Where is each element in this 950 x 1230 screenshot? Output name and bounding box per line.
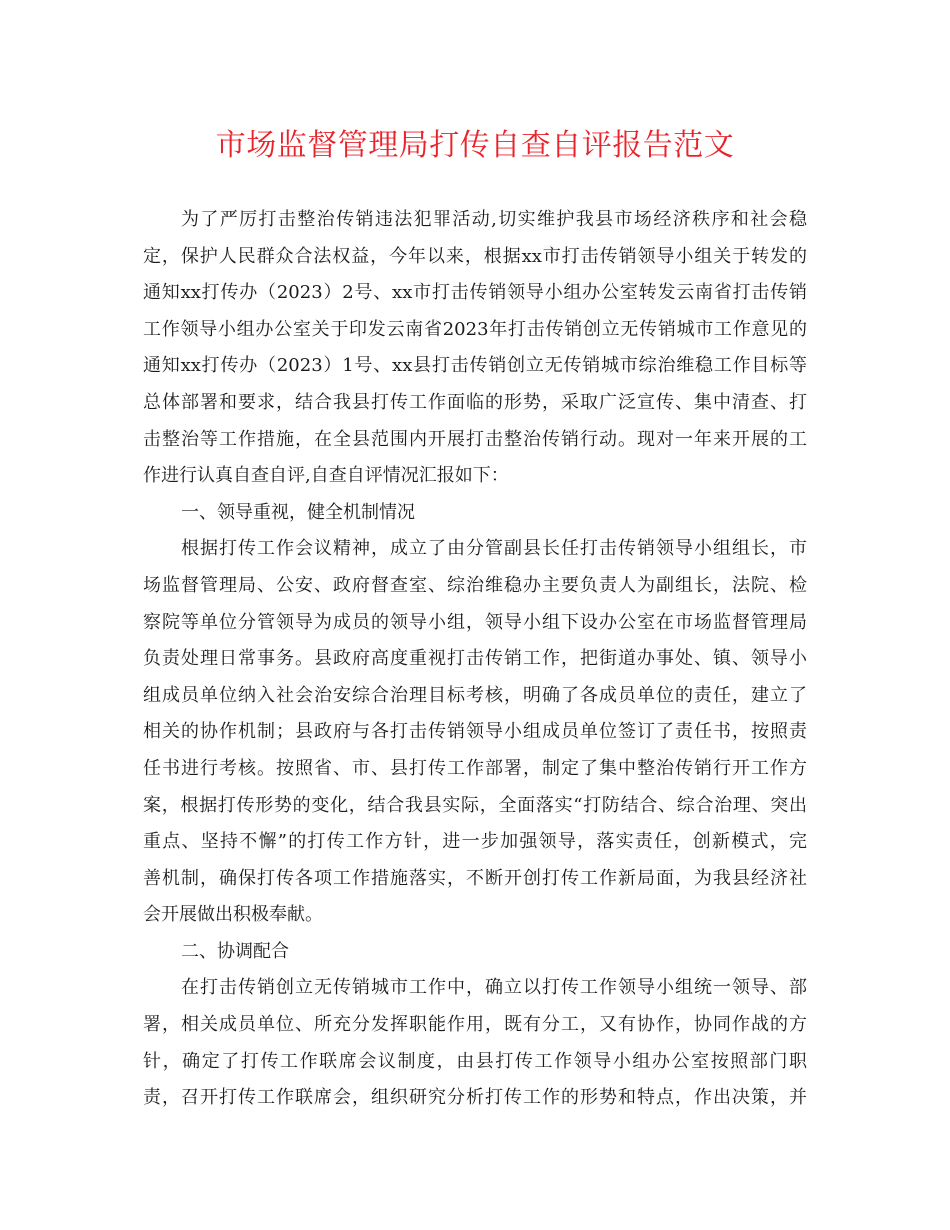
paragraph-line: 责，召开打传工作联席会，组织研究分析打传工作的形势和特点，作出决策，并 bbox=[143, 1087, 807, 1109]
paragraph-line: 会开展做出积极奉献。 bbox=[143, 904, 323, 926]
paragraph-line: 案，根据打传形势的变化，结合我县实际，全面落实“打防结合、综合治理、突出 bbox=[143, 794, 807, 816]
paragraph-line: 总体部署和要求，结合我县打传工作面临的形势，采取广泛宣传、集中清查、打 bbox=[143, 391, 807, 413]
paragraph-line: 击整治等工作措施，在全县范围内开展打击整治传销行动。现对一年来开展的工 bbox=[143, 428, 807, 450]
paragraph-line: 署，相关成员单位、所充分发挥职能作用，既有分工，又有协作，协同作战的方 bbox=[143, 1014, 807, 1036]
paragraph-line: 相关的协作机制；县政府与各打击传销领导小组成员单位签订了责任书，按照责 bbox=[143, 721, 807, 743]
paragraph-line: 在打击传销创立无传销城市工作中，确立以打传工作领导小组统一领导、部 bbox=[181, 977, 807, 999]
paragraph-line: 负责处理日常事务。县政府高度重视打击传销工作，把街道办事处、镇、领导小 bbox=[143, 648, 807, 670]
paragraph-line: 任书进行考核。按照省、市、县打传工作部署，制定了集中整治传销行开工作方 bbox=[143, 757, 807, 779]
paragraph-line: 通知xx打传办（2023）1号、xx县打击传销创立无传销城市综治维稳工作目标等 bbox=[143, 355, 807, 377]
paragraph-line: 根据打传工作会议精神，成立了由分管副县长任打击传销领导小组组长，市 bbox=[181, 538, 807, 560]
document-body bbox=[143, 202, 807, 1117]
paragraph-line: 场监督管理局、公安、政府督查室、综治维稳办主要负责人为副组长，法院、检 bbox=[143, 574, 807, 596]
section-heading: 二、协调配合 bbox=[181, 940, 289, 962]
paragraph-line: 定，保护人民群众合法权益，今年以来，根据xx市打击传销领导小组关于转发的 bbox=[143, 245, 807, 267]
paragraph-line: 组成员单位纳入社会治安综合治理目标考核，明确了各成员单位的责任，建立了 bbox=[143, 684, 807, 706]
paragraph-line: 为了严厉打击整治传销违法犯罪活动,切实维护我县市场经济秩序和社会稳 bbox=[181, 209, 807, 230]
document-title: 市场监督管理局打传自查自评报告范文 bbox=[215, 128, 735, 163]
paragraph-line: 针，确定了打传工作联席会议制度，由县打传工作领导小组办公室按照部门职 bbox=[143, 1050, 807, 1072]
paragraph-line: 察院等单位分管领导为成员的领导小组，领导小组下设办公室在市场监督管理局 bbox=[143, 611, 807, 633]
paragraph-line: 工作领导小组办公室关于印发云南省2023年打击传销创立无传销城市工作意见的 bbox=[143, 318, 807, 340]
paragraph-line: 善机制，确保打传各项工作措施落实，不断开创打传工作新局面，为我县经济社 bbox=[143, 867, 807, 889]
section-heading: 一、领导重视，健全机制情况 bbox=[181, 501, 415, 523]
paragraph-line: 通知xx打传办（2023）2号、xx市打击传销领导小组办公室转发云南省打击传销 bbox=[143, 282, 807, 304]
paragraph-line: 作进行认真自查自评,自查自评情况汇报如下： bbox=[143, 465, 509, 487]
paragraph-line: 重点、坚持不懈”的打传工作方针，进一步加强领导，落实责任，创新模式，完 bbox=[143, 831, 807, 853]
